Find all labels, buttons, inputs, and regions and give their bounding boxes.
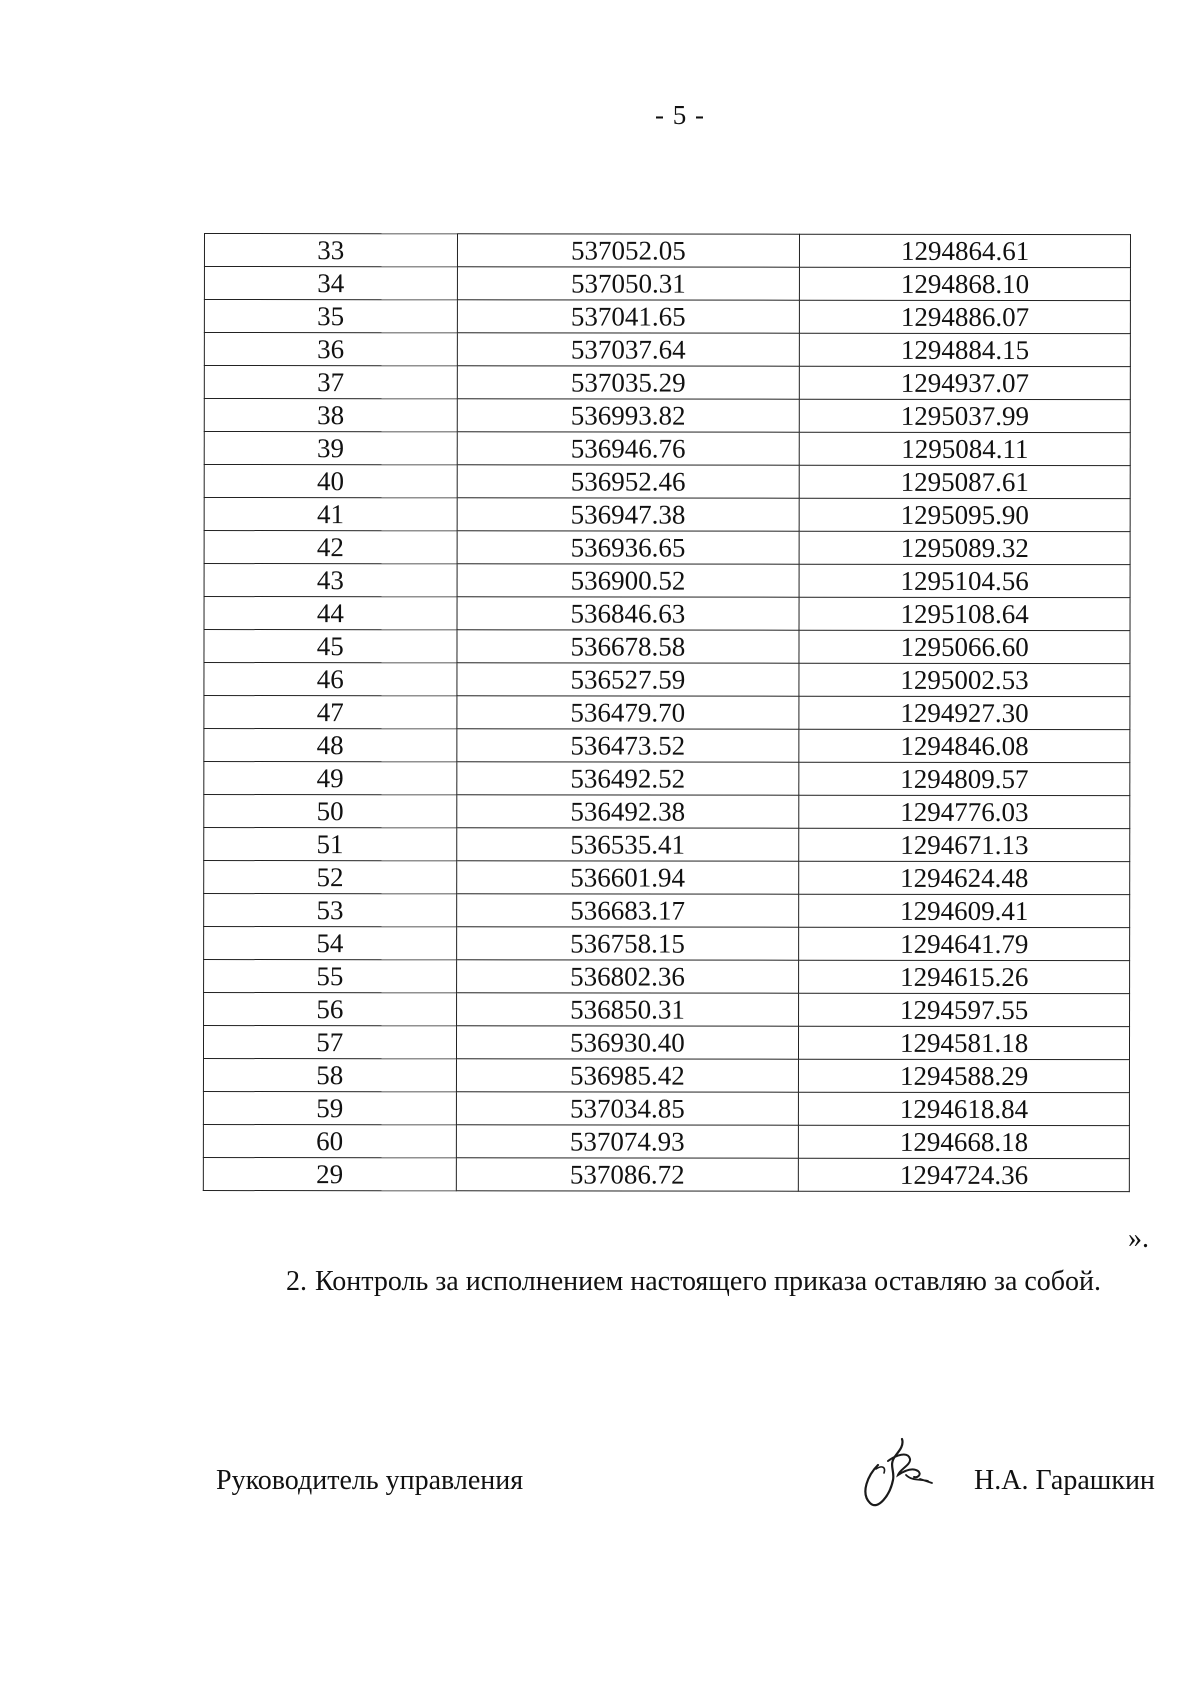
table-row xyxy=(203,1059,1129,1093)
signer-name: Н.А. Гарашкин xyxy=(974,1465,1155,1496)
y-coordinate-cell: 1294724.36 xyxy=(799,1158,1130,1191)
point-number-cell: 48 xyxy=(204,729,457,762)
point-number-cell: 44 xyxy=(204,597,457,630)
x-coordinate-cell: 536930.40 xyxy=(456,1026,799,1059)
table-row xyxy=(203,1157,1129,1191)
y-coordinate-cell: 1294937.07 xyxy=(800,366,1131,399)
table-row xyxy=(204,828,1130,862)
x-coordinate-cell: 537037.64 xyxy=(457,333,800,366)
point-number-cell: 47 xyxy=(204,696,457,729)
x-coordinate-cell: 536492.52 xyxy=(456,762,799,795)
table-row xyxy=(204,564,1130,598)
point-number-cell: 57 xyxy=(203,1026,456,1059)
y-coordinate-cell: 1294864.61 xyxy=(800,234,1131,267)
point-number-cell: 33 xyxy=(204,234,457,267)
point-number-cell: 52 xyxy=(204,861,457,894)
y-coordinate-cell: 1294671.13 xyxy=(799,828,1130,861)
y-coordinate-cell: 1294581.18 xyxy=(799,1026,1130,1059)
y-coordinate-cell: 1294615.26 xyxy=(799,960,1130,993)
table-row xyxy=(204,762,1130,796)
x-coordinate-cell: 536900.52 xyxy=(457,564,800,597)
table-row xyxy=(204,663,1130,697)
y-coordinate-cell: 1295108.64 xyxy=(799,597,1130,630)
table-row xyxy=(204,432,1130,466)
table-row xyxy=(204,993,1130,1027)
x-coordinate-cell: 536846.63 xyxy=(457,597,800,630)
x-coordinate-cell: 537034.85 xyxy=(456,1092,799,1125)
x-coordinate-cell: 536947.38 xyxy=(457,498,800,531)
table-row xyxy=(203,1125,1129,1159)
x-coordinate-cell: 536985.42 xyxy=(456,1059,799,1092)
point-number-cell: 53 xyxy=(204,894,457,927)
y-coordinate-cell: 1294886.07 xyxy=(800,300,1131,333)
point-number-cell: 49 xyxy=(204,762,457,795)
table-row xyxy=(204,465,1130,499)
point-number-cell: 51 xyxy=(204,828,457,861)
signer-position: Руководитель управления xyxy=(216,1465,524,1496)
point-number-cell: 38 xyxy=(204,399,457,432)
point-number-cell: 60 xyxy=(203,1125,456,1158)
x-coordinate-cell: 537086.72 xyxy=(456,1158,799,1191)
point-number-cell: 42 xyxy=(204,531,457,564)
table-row xyxy=(204,366,1130,400)
y-coordinate-cell: 1294668.18 xyxy=(799,1125,1130,1158)
table-row xyxy=(204,696,1130,730)
x-coordinate-cell: 536993.82 xyxy=(457,399,800,432)
table-row xyxy=(204,894,1130,928)
point-number-cell: 58 xyxy=(203,1059,456,1092)
table-row xyxy=(204,531,1130,565)
x-coordinate-cell: 536936.65 xyxy=(457,531,800,564)
table-row xyxy=(204,861,1130,895)
table-row xyxy=(204,927,1130,961)
table-row xyxy=(203,1026,1129,1060)
point-number-cell: 59 xyxy=(203,1092,456,1125)
y-coordinate-cell: 1294884.15 xyxy=(800,333,1131,366)
point-number-cell: 54 xyxy=(204,927,457,960)
y-coordinate-cell: 1295084.11 xyxy=(799,432,1130,465)
y-coordinate-cell: 1295087.61 xyxy=(799,465,1130,498)
table-row xyxy=(204,498,1130,532)
x-coordinate-cell: 537052.05 xyxy=(457,234,800,267)
point-number-cell: 34 xyxy=(204,267,457,300)
handwritten-signature xyxy=(848,1425,938,1515)
clause-text: Контроль за исполнением настоящего приказа оставляю за собой. xyxy=(315,1266,1102,1297)
x-coordinate-cell: 536952.46 xyxy=(457,465,800,498)
point-number-cell: 43 xyxy=(204,564,457,597)
x-coordinate-cell: 536492.38 xyxy=(456,795,799,828)
point-number-cell: 55 xyxy=(204,960,457,993)
point-number-cell: 50 xyxy=(204,795,457,828)
clause-2 xyxy=(286,1266,1101,1298)
table-row xyxy=(203,1092,1129,1126)
x-coordinate-cell: 536479.70 xyxy=(457,696,800,729)
x-coordinate-cell: 536850.31 xyxy=(456,993,799,1026)
closing-quote: ». xyxy=(1128,1223,1149,1254)
y-coordinate-cell: 1294588.29 xyxy=(799,1059,1130,1092)
y-coordinate-cell: 1294809.57 xyxy=(799,762,1130,795)
table-row xyxy=(204,399,1130,433)
y-coordinate-cell: 1295002.53 xyxy=(799,663,1130,696)
y-coordinate-cell: 1294927.30 xyxy=(799,696,1130,729)
table-row xyxy=(204,333,1130,367)
point-number-cell: 45 xyxy=(204,630,457,663)
x-coordinate-cell: 536678.58 xyxy=(457,630,800,663)
coordinates-table xyxy=(203,233,1131,1192)
point-number-cell: 41 xyxy=(204,498,457,531)
page-number: - 5 - xyxy=(655,100,705,130)
y-coordinate-cell: 1294776.03 xyxy=(799,795,1130,828)
x-coordinate-cell: 536946.76 xyxy=(457,432,800,465)
x-coordinate-cell: 536527.59 xyxy=(457,663,800,696)
table-row xyxy=(204,960,1130,994)
table-row xyxy=(204,234,1130,268)
table-row xyxy=(204,729,1130,763)
y-coordinate-cell: 1295089.32 xyxy=(799,531,1130,564)
x-coordinate-cell: 537074.93 xyxy=(456,1125,799,1158)
x-coordinate-cell: 537035.29 xyxy=(457,366,800,399)
point-number-cell: 56 xyxy=(204,993,457,1026)
x-coordinate-cell: 536758.15 xyxy=(456,927,799,960)
point-number-cell: 46 xyxy=(204,663,457,696)
point-number-cell: 35 xyxy=(204,300,457,333)
x-coordinate-cell: 536683.17 xyxy=(456,894,799,927)
y-coordinate-cell: 1294624.48 xyxy=(799,861,1130,894)
x-coordinate-cell: 537041.65 xyxy=(457,300,800,333)
table-row xyxy=(204,597,1130,631)
y-coordinate-cell: 1294846.08 xyxy=(799,729,1130,762)
y-coordinate-cell: 1295095.90 xyxy=(799,498,1130,531)
y-coordinate-cell: 1294618.84 xyxy=(799,1092,1130,1125)
table-row xyxy=(204,630,1130,664)
y-coordinate-cell: 1294609.41 xyxy=(799,894,1130,927)
y-coordinate-cell: 1295104.56 xyxy=(799,564,1130,597)
x-coordinate-cell: 536473.52 xyxy=(456,729,799,762)
point-number-cell: 29 xyxy=(203,1157,456,1190)
table-row xyxy=(204,795,1130,829)
y-coordinate-cell: 1294597.55 xyxy=(799,993,1130,1026)
clause-number: 2. xyxy=(286,1266,307,1297)
x-coordinate-cell: 536802.36 xyxy=(456,960,799,993)
x-coordinate-cell: 536601.94 xyxy=(456,861,799,894)
table-row xyxy=(204,267,1130,301)
y-coordinate-cell: 1295066.60 xyxy=(799,630,1130,663)
point-number-cell: 36 xyxy=(204,333,457,366)
x-coordinate-cell: 537050.31 xyxy=(457,267,800,300)
coordinates-table-body xyxy=(203,234,1130,1192)
y-coordinate-cell: 1295037.99 xyxy=(799,399,1130,432)
point-number-cell: 40 xyxy=(204,465,457,498)
x-coordinate-cell: 536535.41 xyxy=(456,828,799,861)
point-number-cell: 39 xyxy=(204,432,457,465)
y-coordinate-cell: 1294868.10 xyxy=(800,267,1131,300)
point-number-cell: 37 xyxy=(204,366,457,399)
y-coordinate-cell: 1294641.79 xyxy=(799,927,1130,960)
table-row xyxy=(204,300,1130,334)
